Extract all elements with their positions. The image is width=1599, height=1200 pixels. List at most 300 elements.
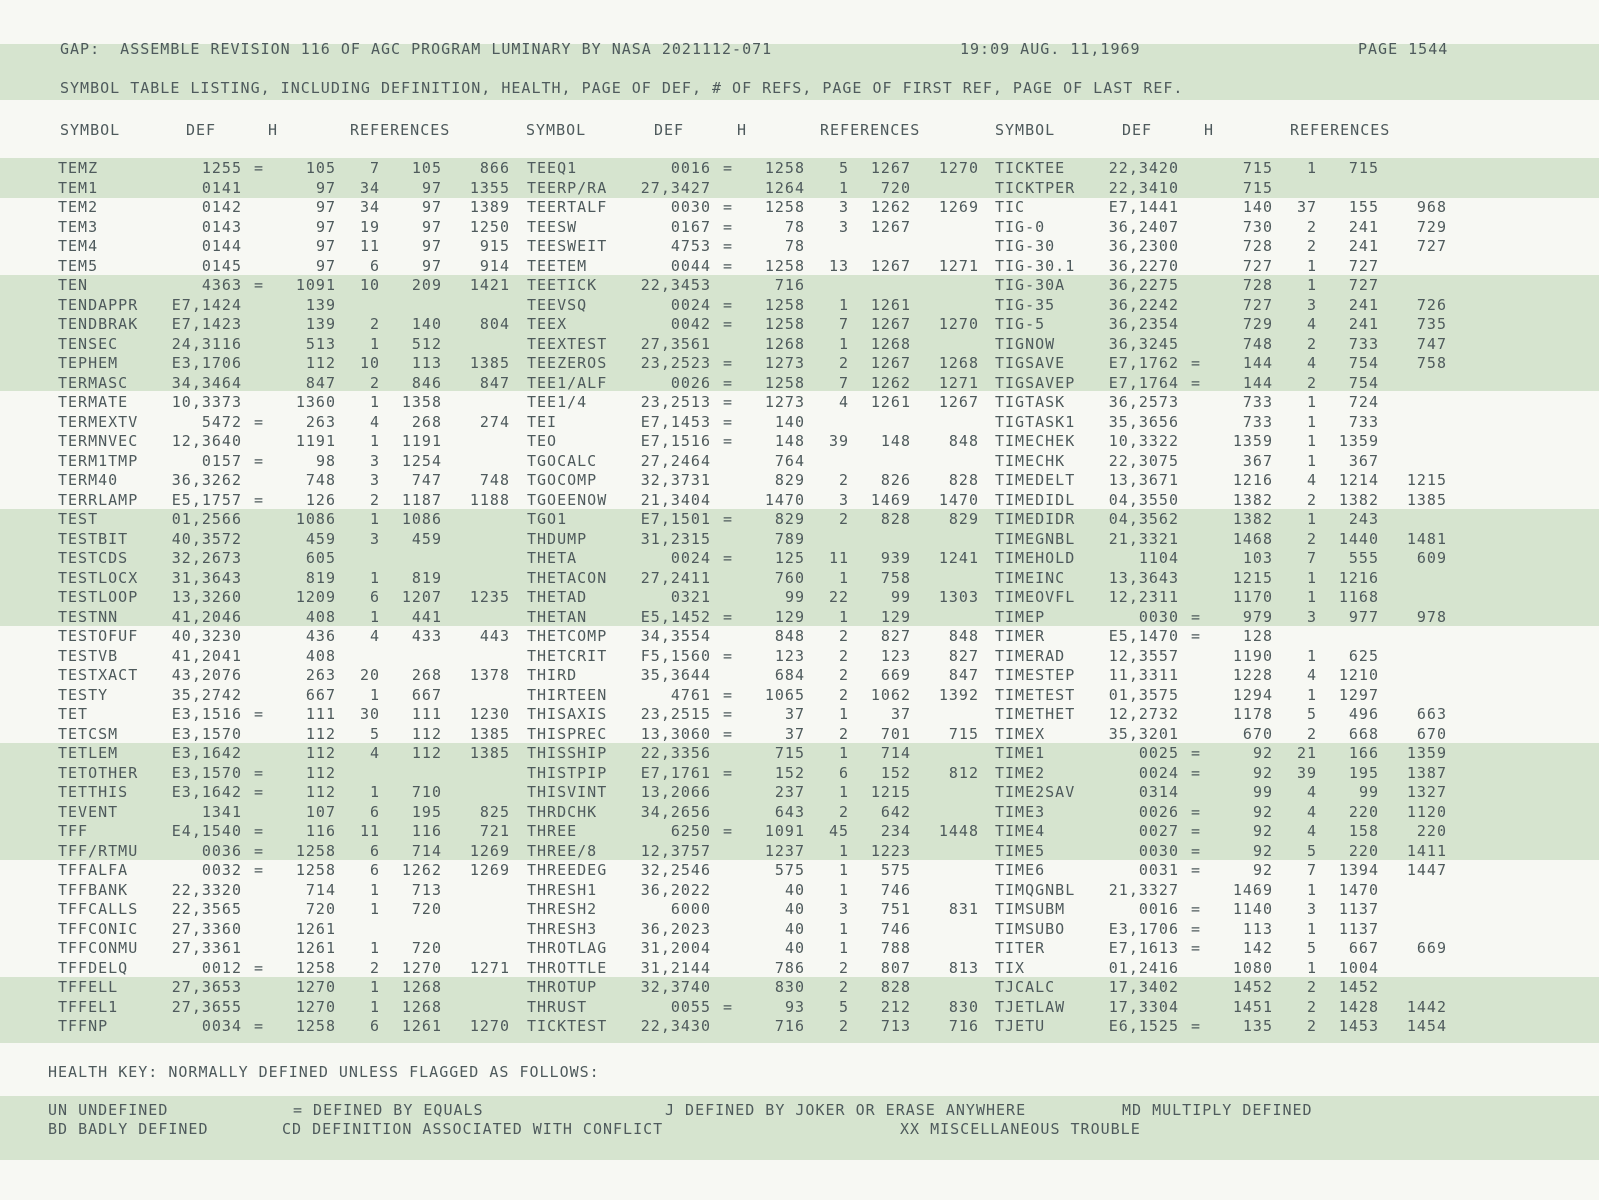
- def-page: 37: [784, 724, 805, 743]
- symbol-definition: 35,3644: [640, 666, 711, 684]
- ref-count: 1: [838, 334, 849, 353]
- symbol-name: TIMSUBM: [995, 900, 1066, 918]
- ref-count: 4: [369, 627, 380, 645]
- symbol-definition: 36,2242: [1108, 295, 1179, 314]
- table-row: [0, 665, 1599, 685]
- symbol-health: =: [723, 295, 734, 314]
- symbol-definition: E4,1540: [171, 822, 242, 840]
- def-page: 829: [774, 471, 805, 489]
- first-ref-page: 234: [880, 822, 911, 840]
- last-ref-page: 1271: [938, 256, 979, 275]
- symbol-definition: 13,3060: [640, 724, 711, 743]
- def-page: 1294: [1232, 685, 1273, 704]
- symbol-definition: 27,3561: [640, 334, 711, 353]
- symbol-name: TIG-35: [995, 295, 1056, 314]
- def-page: 1258: [295, 841, 336, 860]
- ref-count: 10: [359, 276, 380, 294]
- table-row: [0, 821, 1599, 841]
- def-page: 728: [1242, 237, 1273, 255]
- health-key-item: UN UNDEFINED: [48, 1101, 169, 1119]
- last-ref-page: 729: [1416, 217, 1447, 236]
- listing-subtitle: SYMBOL TABLE LISTING, INCLUDING DEFINITION, HEALTH, PAGE OF DEF, # OF REFS, PAGE OF FIRST REF, PAGE OF LAST REF.: [60, 79, 1184, 97]
- last-ref-page: 968: [1416, 198, 1447, 216]
- last-ref-page: 1385: [469, 724, 510, 743]
- table-row: [0, 802, 1599, 822]
- last-ref-page: 1188: [469, 490, 510, 509]
- def-page: 1237: [764, 841, 805, 860]
- table-row: [0, 509, 1599, 529]
- symbol-name: THETA: [527, 549, 578, 567]
- last-ref-page: 1385: [469, 744, 510, 762]
- def-page: 733: [1242, 393, 1273, 411]
- def-page: 436: [305, 627, 336, 645]
- first-ref-page: 220: [1348, 802, 1379, 821]
- symbol-definition: E7,1761: [640, 763, 711, 782]
- first-ref-page: 701: [880, 724, 911, 743]
- first-ref-page: 241: [1348, 295, 1379, 314]
- ref-count: 1: [838, 178, 849, 197]
- table-row: [0, 841, 1599, 861]
- symbol-name: TIME5: [995, 841, 1046, 860]
- def-page: 715: [1242, 159, 1273, 177]
- symbol-health: =: [1191, 744, 1202, 762]
- symbol-definition: E3,1706: [1108, 919, 1179, 938]
- symbol-definition: E7,1501: [640, 510, 711, 528]
- symbol-name: TEEX: [527, 315, 568, 333]
- first-ref-page: 788: [880, 939, 911, 957]
- symbol-name: THREE: [527, 822, 578, 840]
- symbol-name: TEE1/ALF: [527, 373, 608, 392]
- ref-count: 7: [838, 373, 849, 392]
- health-key-item: MD MULTIPLY DEFINED: [1122, 1101, 1313, 1119]
- symbol-name: TESTBIT: [58, 529, 129, 548]
- symbol-health: =: [723, 607, 734, 626]
- first-ref-page: 828: [880, 978, 911, 996]
- symbol-name: TIMEOVFL: [995, 588, 1076, 606]
- symbol-name: TIMEDIDL: [995, 490, 1076, 509]
- def-page: 1228: [1232, 666, 1273, 684]
- ref-count: 1: [838, 880, 849, 899]
- first-ref-page: 669: [880, 666, 911, 684]
- symbol-definition: 01,2566: [171, 510, 242, 528]
- symbol-definition: 36,3262: [171, 471, 242, 489]
- symbol-definition: 35,2742: [171, 685, 242, 704]
- first-ref-page: 754: [1348, 354, 1379, 372]
- symbol-definition: 0321: [670, 588, 711, 606]
- last-ref-page: 831: [948, 900, 979, 918]
- symbol-name: TGOCALC: [527, 451, 598, 470]
- last-ref-page: 915: [479, 237, 510, 255]
- symbol-name: TEESWEIT: [527, 237, 608, 255]
- symbol-definition: 43,2076: [171, 666, 242, 684]
- symbol-definition: E5,1470: [1108, 627, 1179, 645]
- first-ref-page: 1394: [1338, 861, 1379, 879]
- symbol-name: TERRLAMP: [58, 490, 139, 509]
- symbol-name: TIGNOW: [995, 334, 1056, 353]
- table-row: [0, 217, 1599, 237]
- first-ref-page: 807: [880, 958, 911, 977]
- symbol-name: TEEZEROS: [527, 354, 608, 372]
- ref-count: 4: [1306, 783, 1317, 801]
- first-ref-page: 720: [880, 178, 911, 197]
- def-page: 1065: [764, 685, 805, 704]
- last-ref-page: 1448: [938, 822, 979, 840]
- ref-count: 39: [1296, 763, 1317, 782]
- ref-count: 6: [838, 763, 849, 782]
- def-page: 112: [305, 783, 336, 801]
- first-ref-page: 209: [411, 276, 442, 294]
- def-page: 263: [305, 666, 336, 684]
- table-row: [0, 392, 1599, 412]
- symbol-name: TERMEXTV: [58, 412, 139, 431]
- symbol-name: THRESH2: [527, 900, 598, 918]
- symbol-health: =: [723, 685, 734, 704]
- symbol-health: =: [1191, 900, 1202, 918]
- symbol-definition: E5,1452: [640, 607, 711, 626]
- ref-count: 1: [838, 919, 849, 938]
- symbol-health: =: [1191, 354, 1202, 372]
- first-ref-page: 1358: [401, 393, 442, 411]
- symbol-name: TFFCONIC: [58, 919, 139, 938]
- ref-count: 5: [1306, 841, 1317, 860]
- symbol-definition: E3,1706: [171, 354, 242, 372]
- ref-count: 1: [1306, 256, 1317, 275]
- def-page: 605: [305, 549, 336, 567]
- last-ref-page: 1411: [1406, 841, 1447, 860]
- symbol-name: TFF/RTMU: [58, 841, 139, 860]
- last-ref-page: 1355: [469, 178, 510, 197]
- ref-count: 1: [838, 705, 849, 723]
- symbol-definition: 1104: [1138, 549, 1179, 567]
- first-ref-page: 746: [880, 880, 911, 899]
- symbol-health: =: [723, 412, 734, 431]
- def-page: 367: [1242, 451, 1273, 470]
- def-page: 1268: [764, 334, 805, 353]
- first-ref-page: 555: [1348, 549, 1379, 567]
- symbol-definition: 0036: [201, 841, 242, 860]
- ref-count: 7: [1306, 861, 1317, 879]
- first-ref-page: 826: [880, 471, 911, 489]
- last-ref-page: 848: [948, 432, 979, 450]
- table-row: [0, 977, 1599, 997]
- ref-count: 4: [1306, 471, 1317, 489]
- def-page: 1140: [1232, 900, 1273, 918]
- ref-count: 4: [1306, 666, 1317, 684]
- def-page: 1080: [1232, 958, 1273, 977]
- symbol-definition: 0025: [1138, 744, 1179, 762]
- first-ref-page: 758: [880, 568, 911, 587]
- symbol-name: TIME2SAV: [995, 783, 1076, 801]
- table-row: [0, 919, 1599, 939]
- first-ref-page: 714: [880, 744, 911, 762]
- symbol-name: TET: [58, 705, 89, 723]
- symbol-name: TFFCALLS: [58, 900, 139, 918]
- symbol-definition: 0024: [670, 295, 711, 314]
- first-ref-page: 1214: [1338, 471, 1379, 489]
- symbol-definition: 32,2546: [640, 861, 711, 879]
- column-header-references: REFERENCES: [1290, 121, 1391, 139]
- first-ref-page: 1267: [870, 159, 911, 177]
- symbol-name: TFFNP: [58, 1017, 109, 1035]
- symbol-name: TIG-5: [995, 315, 1046, 333]
- ref-count: 1: [1306, 568, 1317, 587]
- ref-count: 21: [1296, 744, 1317, 762]
- last-ref-page: 1421: [469, 276, 510, 294]
- symbol-name: TEERTALF: [527, 198, 608, 216]
- last-ref-page: 1442: [1406, 997, 1447, 1016]
- first-ref-page: 1215: [870, 783, 911, 801]
- symbol-definition: 35,3201: [1108, 724, 1179, 743]
- symbol-health: =: [723, 354, 734, 372]
- last-ref-page: 1268: [938, 354, 979, 372]
- first-ref-page: 1267: [870, 354, 911, 372]
- def-page: 748: [305, 471, 336, 489]
- symbol-name: TICKTPER: [995, 178, 1076, 197]
- symbol-definition: 12,3557: [1108, 646, 1179, 665]
- last-ref-page: 1270: [938, 315, 979, 333]
- symbol-name: TEE1/4: [527, 393, 588, 411]
- ref-count: 34: [359, 178, 380, 197]
- symbol-name: TEMZ: [58, 159, 99, 177]
- def-page: 643: [774, 802, 805, 821]
- symbol-name: TETTHIS: [58, 783, 129, 801]
- last-ref-page: 847: [479, 373, 510, 392]
- symbol-definition: 01,2416: [1108, 958, 1179, 977]
- def-page: 92: [1252, 861, 1273, 879]
- first-ref-page: 268: [411, 412, 442, 431]
- last-ref-page: 847: [948, 666, 979, 684]
- last-ref-page: 827: [948, 646, 979, 665]
- last-ref-page: 1271: [938, 373, 979, 392]
- first-ref-page: 1267: [870, 315, 911, 333]
- ref-count: 39: [828, 432, 849, 450]
- symbol-name: TEEXTEST: [527, 334, 608, 353]
- symbol-definition: 0031: [1138, 861, 1179, 879]
- ref-count: 3: [369, 451, 380, 470]
- def-page: 716: [774, 276, 805, 294]
- ref-count: 13: [828, 256, 849, 275]
- symbol-health: =: [1191, 861, 1202, 879]
- first-ref-page: 1268: [870, 334, 911, 353]
- symbol-name: TIMEP: [995, 607, 1046, 626]
- symbol-definition: E3,1516: [171, 705, 242, 723]
- def-page: 730: [1242, 217, 1273, 236]
- health-key-item: = DEFINED BY EQUALS: [293, 1101, 484, 1119]
- ref-count: 3: [1306, 295, 1317, 314]
- symbol-name: TESTVB: [58, 646, 119, 665]
- symbol-name: TIME1: [995, 744, 1046, 762]
- symbol-name: TFFEL1: [58, 997, 119, 1016]
- def-page: 829: [774, 510, 805, 528]
- symbol-definition: 04,3562: [1108, 510, 1179, 528]
- def-page: 92: [1252, 841, 1273, 860]
- ref-count: 2: [1306, 334, 1317, 353]
- symbol-health: =: [723, 763, 734, 782]
- ref-count: 2: [1306, 490, 1317, 509]
- symbol-name: TEPHEM: [58, 354, 119, 372]
- first-ref-page: 977: [1348, 607, 1379, 626]
- column-header-def: DEF: [654, 121, 685, 139]
- symbol-definition: E7,1516: [640, 432, 711, 450]
- def-page: 97: [315, 198, 336, 216]
- symbol-definition: 0030: [1138, 607, 1179, 626]
- symbol-definition: E5,1757: [171, 490, 242, 509]
- last-ref-page: 1270: [469, 1017, 510, 1035]
- ref-count: 1: [1306, 919, 1317, 938]
- def-page: 1258: [764, 198, 805, 216]
- last-ref-page: 1250: [469, 217, 510, 236]
- first-ref-page: 113: [411, 354, 442, 372]
- symbol-health: =: [1191, 919, 1202, 938]
- last-ref-page: 1385: [1406, 490, 1447, 509]
- symbol-name: TETLEM: [58, 744, 119, 762]
- first-ref-page: 97: [421, 178, 442, 197]
- symbol-definition: 0167: [670, 217, 711, 236]
- symbol-health: =: [723, 393, 734, 411]
- ref-count: 1: [1306, 432, 1317, 450]
- symbol-name: THISSHIP: [527, 744, 608, 762]
- symbol-name: TIMEDIDR: [995, 510, 1076, 528]
- symbol-health: =: [254, 958, 265, 977]
- def-page: 1270: [295, 997, 336, 1016]
- symbol-definition: 0034: [201, 1017, 242, 1035]
- ref-count: 4: [369, 744, 380, 762]
- table-row: [0, 997, 1599, 1017]
- ref-count: 4: [1306, 822, 1317, 840]
- ref-count: 1: [369, 685, 380, 704]
- ref-count: 1: [369, 939, 380, 957]
- last-ref-page: 748: [479, 471, 510, 489]
- symbol-name: TIMECHK: [995, 451, 1066, 470]
- symbol-definition: 36,2270: [1108, 256, 1179, 275]
- symbol-health: =: [254, 783, 265, 801]
- def-page: 1258: [295, 861, 336, 879]
- first-ref-page: 710: [411, 783, 442, 801]
- def-page: 789: [774, 529, 805, 548]
- symbol-health: =: [723, 705, 734, 723]
- first-ref-page: 367: [1348, 451, 1379, 470]
- def-page: 140: [1242, 198, 1273, 216]
- ref-count: 3: [1306, 900, 1317, 918]
- def-page: 140: [774, 412, 805, 431]
- symbol-definition: 0024: [670, 549, 711, 567]
- def-page: 1258: [764, 256, 805, 275]
- first-ref-page: 1297: [1338, 685, 1379, 704]
- symbol-name: TEETICK: [527, 276, 598, 294]
- ref-count: 22: [828, 588, 849, 606]
- def-page: 1258: [764, 373, 805, 392]
- table-row: [0, 1016, 1599, 1036]
- last-ref-page: 443: [479, 627, 510, 645]
- column-header-symbol: SYMBOL: [60, 121, 121, 139]
- ref-count: 4: [1306, 315, 1317, 333]
- ref-count: 11: [828, 549, 849, 567]
- last-ref-page: 220: [1416, 822, 1447, 840]
- def-page: 1258: [295, 1017, 336, 1035]
- symbol-health: =: [1191, 1017, 1202, 1035]
- symbol-definition: 36,2573: [1108, 393, 1179, 411]
- symbol-definition: 32,3740: [640, 978, 711, 996]
- ref-count: 11: [359, 822, 380, 840]
- def-page: 112: [305, 763, 336, 782]
- symbol-definition: 22,3075: [1108, 451, 1179, 470]
- def-page: 97: [315, 178, 336, 197]
- first-ref-page: 166: [1348, 744, 1379, 762]
- def-page: 40: [784, 900, 805, 918]
- ref-count: 2: [1306, 997, 1317, 1016]
- symbol-name: TIME2: [995, 763, 1046, 782]
- last-ref-page: 1327: [1406, 783, 1447, 801]
- last-ref-page: 727: [1416, 237, 1447, 255]
- symbol-name: THETCOMP: [527, 627, 608, 645]
- symbol-definition: 27,3360: [171, 919, 242, 938]
- def-page: 97: [315, 217, 336, 236]
- ref-count: 3: [838, 198, 849, 216]
- symbol-definition: E7,1762: [1108, 354, 1179, 372]
- first-ref-page: 105: [411, 159, 442, 177]
- first-ref-page: 158: [1348, 822, 1379, 840]
- symbol-name: TFFCONMU: [58, 939, 139, 957]
- symbol-definition: 36,3245: [1108, 334, 1179, 353]
- table-row: [0, 314, 1599, 334]
- symbol-definition: 22,3453: [640, 276, 711, 294]
- symbol-name: TEM5: [58, 256, 99, 275]
- def-page: 1261: [295, 919, 336, 938]
- last-ref-page: 1481: [1406, 529, 1447, 548]
- def-page: 144: [1242, 354, 1273, 372]
- last-ref-page: 1389: [469, 198, 510, 216]
- def-page: 112: [305, 744, 336, 762]
- last-ref-page: 1269: [469, 841, 510, 860]
- symbol-health: =: [723, 315, 734, 333]
- first-ref-page: 220: [1348, 841, 1379, 860]
- last-ref-page: 670: [1416, 724, 1447, 743]
- symbol-name: TENDBRAK: [58, 315, 139, 333]
- first-ref-page: 720: [411, 939, 442, 957]
- first-ref-page: 642: [880, 802, 911, 821]
- symbol-name: TERMATE: [58, 393, 129, 411]
- symbol-health: =: [1191, 627, 1202, 645]
- symbol-definition: E3,1642: [171, 783, 242, 801]
- first-ref-page: 97: [421, 256, 442, 275]
- def-page: 714: [305, 880, 336, 899]
- def-page: 1273: [764, 393, 805, 411]
- symbol-definition: E7,1423: [171, 315, 242, 333]
- ref-count: 4: [838, 393, 849, 411]
- symbol-name: TENDAPPR: [58, 295, 139, 314]
- ref-count: 3: [838, 217, 849, 236]
- symbol-definition: 13,2066: [640, 783, 711, 801]
- last-ref-page: 978: [1416, 607, 1447, 626]
- def-page: 126: [305, 490, 336, 509]
- health-key-item: XX MISCELLANEOUS TROUBLE: [900, 1120, 1141, 1138]
- symbol-definition: E3,1570: [171, 763, 242, 782]
- symbol-definition: 40,3230: [171, 627, 242, 645]
- first-ref-page: 152: [880, 763, 911, 782]
- def-page: 98: [315, 451, 336, 470]
- first-ref-page: 1267: [870, 217, 911, 236]
- last-ref-page: 1392: [938, 685, 979, 704]
- table-row: [0, 353, 1599, 373]
- symbol-name: TFFDELQ: [58, 958, 129, 977]
- ref-count: 2: [838, 978, 849, 996]
- first-ref-page: 155: [1348, 198, 1379, 216]
- symbol-health: =: [723, 256, 734, 275]
- symbol-health: =: [254, 159, 265, 177]
- first-ref-page: 111: [411, 705, 442, 723]
- def-page: 760: [774, 568, 805, 587]
- column-header-health: H: [268, 121, 279, 139]
